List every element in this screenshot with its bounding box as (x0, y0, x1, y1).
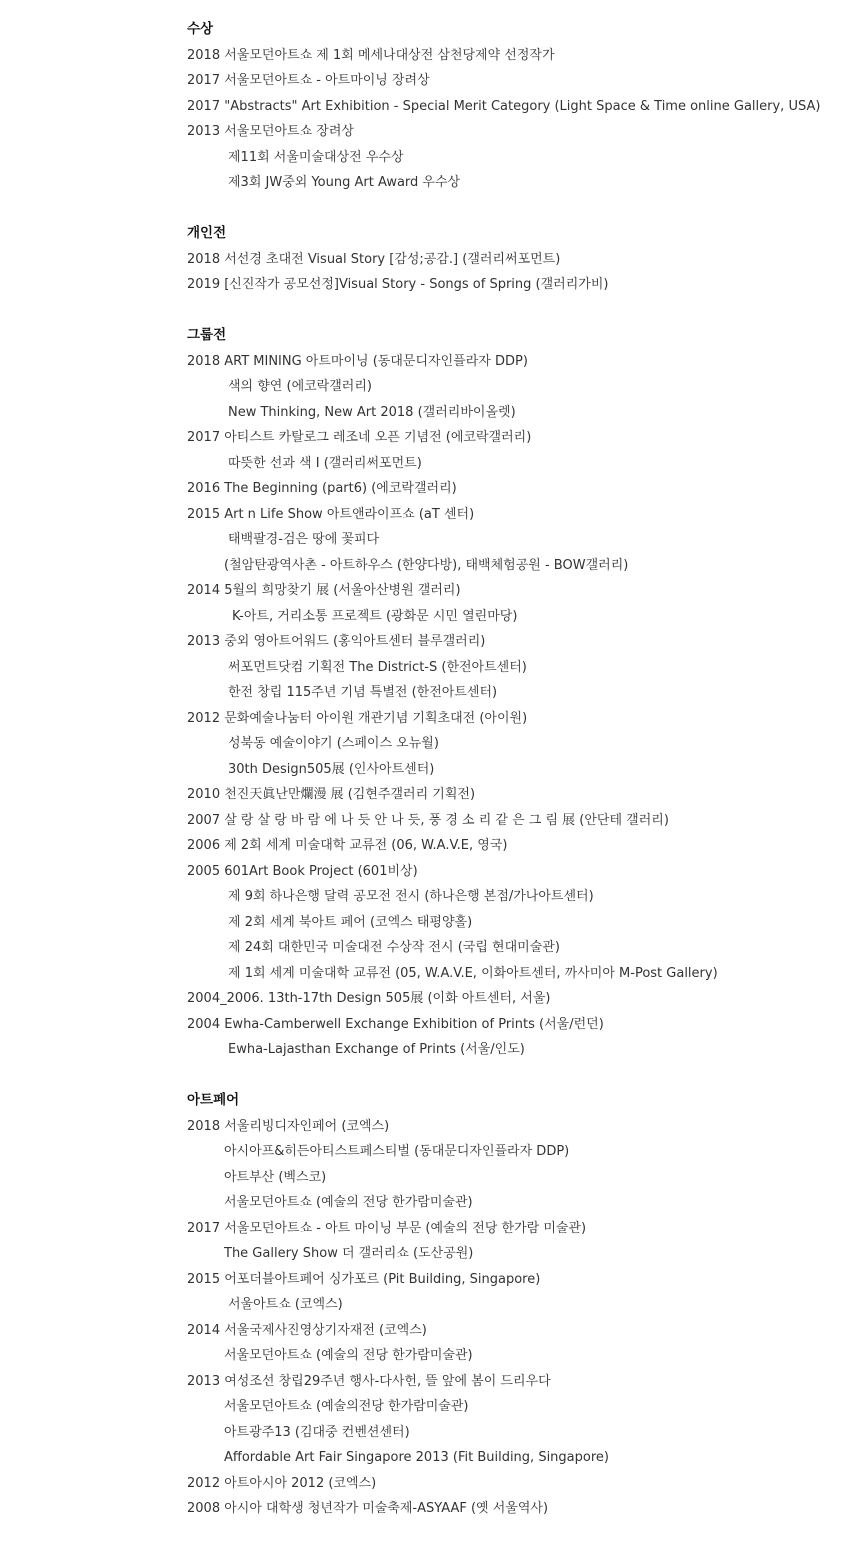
cv-entry: 2013 여성조선 창립29주년 행사-다사헌, 뜰 앞에 봄이 드리우다 (187, 1373, 551, 1389)
cv-entry: 2018 ART MINING 아트마이닝 (동대문디자인플라자 DDP) (187, 353, 528, 369)
cv-entry: 아트부산 (벡스코) (224, 1169, 327, 1185)
cv-entry: Ewha-Lajasthan Exchange of Prints (서울/인도) (228, 1042, 525, 1057)
cv-entry: 제11회 서울미술대상전 우수상 (228, 149, 404, 165)
cv-entry: 2012 문화예술나눔터 아이원 개관기념 기획초대전 (아이원) (187, 710, 528, 726)
cv-entry: 서울아트쇼 (코엑스) (228, 1297, 343, 1312)
cv-entry: 제 24회 대한민국 미술대전 수상작 전시 (국립 현대미술관) (228, 940, 560, 955)
cv-section (187, 221, 855, 298)
cv-entry: 성북동 예술이야기 (스페이스 오뉴월) (228, 736, 439, 751)
cv-entry: (철암탄광역사촌 - 아트하우스 (한양다방), 태백체험공원 - BOW갤러리) (224, 557, 629, 573)
cv-entry: 2012 아트아시아 2012 (코엑스) (187, 1475, 377, 1491)
cv-document (187, 17, 855, 1522)
cv-entry: 따뜻한 선과 색 I (갤러리써포먼트) (228, 455, 422, 471)
cv-entry: 2008 아시아 대학생 청년작가 미술축제-ASYAAF (옛 서울역사) (187, 1501, 549, 1516)
cv-entry: 2019 [신진작가 공모선정]Visual Story - Songs of Spring (갤러리가비) (187, 277, 609, 292)
cv-section (187, 323, 855, 1063)
cv-entry: 아시아프&히든아티스트페스티벌 (동대문디자인플라자 DDP) (224, 1144, 570, 1159)
cv-entry: 제3회 JW중외 Young Art Award 우수상 (228, 175, 461, 190)
cv-entry: K-아트, 거리소통 프로젝트 (광화문 시민 열린마당) (232, 608, 518, 624)
cv-entry: 2017 "Abstracts" Art Exhibition - Special Merit Category (Light Space & Time online Gallery, USA) (187, 98, 821, 114)
section-heading: 아트페어 (187, 1092, 240, 1108)
cv-entry: 2018 서선경 초대전 Visual Story [감성;공감.] (갤러리써포먼트) (187, 251, 561, 267)
section-heading: 그룹전 (187, 327, 227, 343)
cv-entry: 2015 어포더블아트페어 싱가포르 (Pit Building, Singapore) (187, 1271, 541, 1287)
cv-entry: New Thinking, New Art 2018 (갤러리바이올렛) (228, 404, 516, 420)
cv-entry: 30th Design505展 (인사아트센터) (228, 761, 435, 777)
section-spacer (187, 196, 855, 222)
cv-entry: 2010 천진天眞난만爛漫 展 (김현주갤러리 기획전) (187, 787, 476, 802)
cv-entry: 색의 향연 (에코락갤러리) (228, 379, 372, 394)
cv-entry: 제 2회 세계 북아트 페어 (코엑스 태평양홀) (228, 914, 473, 930)
cv-entry: 2004 Ewha-Camberwell Exchange Exhibition of Prints (서울/런던) (187, 1016, 604, 1032)
section-spacer (187, 298, 855, 324)
cv-entry: 써포먼트닷컴 기획전 The District-S (한전아트센터) (228, 659, 527, 675)
cv-entry: 2004_2006. 13th-17th Design 505展 (이화 아트센터, 서울) (187, 991, 551, 1006)
cv-entry: 한전 창립 115주년 기념 특별전 (한전아트센터) (228, 685, 498, 700)
cv-entry: 2016 The Beginning (part6) (에코락갤러리) (187, 481, 457, 496)
cv-entry: 2015 Art n Life Show 아트앤라이프쇼 (aT 센터) (187, 506, 475, 522)
cv-entry: 제 1회 세계 미술대학 교류전 (05, W.A.V.E, 이화아트센터, 까사미아 M-Post Gallery) (228, 965, 718, 981)
cv-entry: 2018 서울모던아트쇼 제 1회 메세나대상전 삼천당제약 선정작가 (187, 47, 555, 63)
cv-entry: 2013 서울모던아트쇼 장려상 (187, 124, 354, 139)
cv-entry: 아트광주13 (김대중 컨벤션센터) (224, 1424, 410, 1440)
cv-entry: 서울모던아트쇼 (예술의 전당 한가람미술관) (224, 1348, 473, 1363)
section-heading: 수상 (187, 21, 214, 37)
cv-entry: 2005 601Art Book Project (601비상) (187, 863, 418, 879)
cv-entry: Affordable Art Fair Singapore 2013 (Fit Building, Singapore) (224, 1450, 609, 1465)
cv-entry: 서울모던아트쇼 (예술의 전당 한가람미술관) (224, 1195, 473, 1210)
cv-section (187, 1088, 855, 1522)
cv-entry: 제 9회 하나은행 달력 공모전 전시 (하나은행 본점/가나아트센터) (228, 889, 594, 904)
section-spacer (187, 1063, 855, 1089)
cv-section (187, 17, 855, 196)
cv-entry: 2018 서울리빙디자인페어 (코엑스) (187, 1118, 390, 1134)
cv-entry: 2006 제 2회 세계 미술대학 교류전 (06, W.A.V.E, 영국) (187, 838, 508, 853)
cv-entry: 태백팔경-검은 땅에 꽃피다 (228, 532, 380, 547)
cv-entry: 2014 서울국제사진영상기자재전 (코엑스) (187, 1322, 427, 1338)
cv-entry: 2007 살 랑 살 랑 바 람 에 나 듯 안 나 듯, 풍 경 소 리 같 은 그 림 展 (안단테 갤러리) (187, 812, 669, 828)
cv-entry: 2013 중외 영아트어워드 (홍익아트센터 블루갤러리) (187, 634, 486, 649)
section-heading: 개인전 (187, 225, 227, 241)
cv-entry: 2017 아티스트 카탈로그 레조네 오픈 기념전 (에코락갤러리) (187, 430, 532, 445)
cv-entry: 2017 서울모던아트쇼 - 아트 마이닝 부문 (예술의 전당 한가람 미술관) (187, 1220, 587, 1236)
cv-entry: The Gallery Show 더 갤러리쇼 (도산공원) (224, 1246, 474, 1261)
cv-entry: 서울모던아트쇼 (예술의전당 한가람미술관) (224, 1399, 469, 1414)
cv-entry: 2017 서울모던아트쇼 - 아트마이닝 장려상 (187, 73, 430, 88)
cv-entry: 2014 5월의 희망찾기 展 (서울아산병원 갤러리) (187, 583, 461, 598)
